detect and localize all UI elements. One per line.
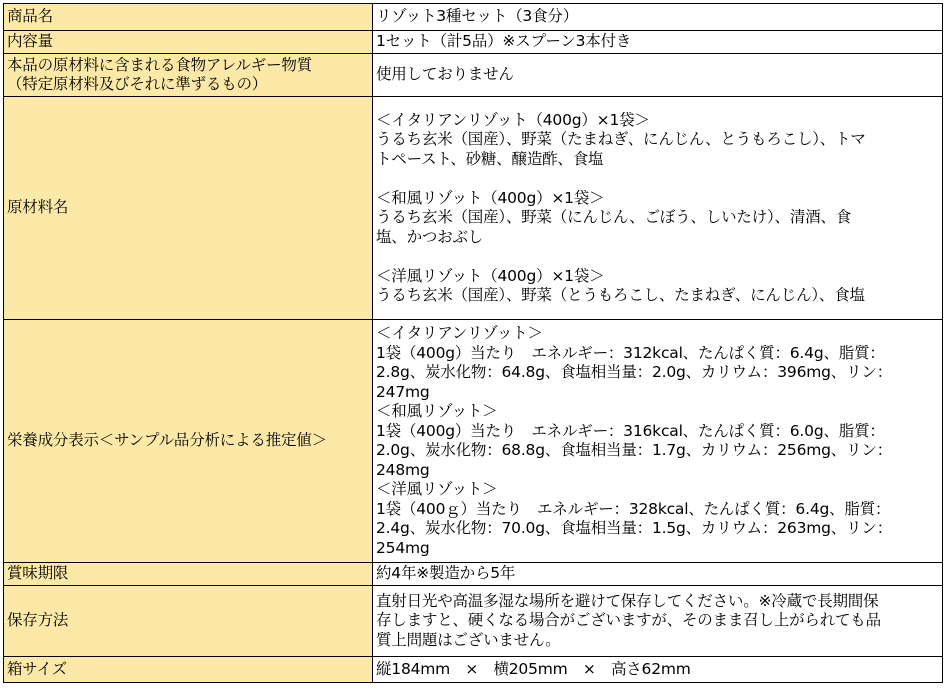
cell-label-best-before	[4, 563, 373, 586]
product-spec-table	[3, 3, 943, 683]
label-text: 内容量	[7, 32, 53, 51]
row-best-before	[4, 563, 943, 586]
cell-value-nutrition	[373, 320, 943, 563]
cell-value-ingredients	[373, 97, 943, 320]
value-line: ＜洋風リゾット＞	[376, 480, 498, 498]
value-line: 塩、かつおぶし	[376, 227, 484, 246]
label-text: 箱サイズ	[7, 659, 67, 678]
value-text: 約4年※製造から5年	[376, 564, 516, 583]
blank-line	[376, 169, 939, 189]
value-line: ＜イタリアンリゾット（400g）×1袋＞	[376, 110, 650, 129]
row-allergens	[4, 54, 943, 97]
label-text: 本品の原材料に含まれる食物アレルギー物質	[7, 55, 312, 74]
row-box-size	[4, 657, 943, 683]
cell-label-product-name	[4, 4, 373, 31]
row-content-amount	[4, 31, 943, 54]
value-line: ＜和風リゾット（400g）×1袋＞	[376, 188, 605, 207]
cell-label-storage	[4, 586, 373, 657]
cell-value-content-amount	[373, 31, 943, 54]
value-line: 直射日光や高温多湿な場所を避けて保存してください。※冷蔵で長期間保	[376, 591, 879, 610]
row-ingredients	[4, 97, 943, 320]
label-text: 保存方法	[7, 611, 69, 630]
cell-label-content-amount	[4, 31, 373, 54]
cell-value-storage	[373, 586, 943, 657]
row-nutrition	[4, 320, 943, 563]
value-text: 使用しておりません	[376, 65, 514, 84]
label-text: 商品名	[7, 7, 53, 26]
cell-value-allergens	[373, 54, 943, 97]
value-line: 254mg	[376, 538, 430, 557]
row-storage	[4, 586, 943, 657]
value-text: リゾット3種セット（3食分）	[376, 7, 578, 26]
value-line: うるち玄米（国産）、野菜（にんじん、ごぼう、しいたけ）、清酒、食	[376, 208, 852, 226]
cell-label-allergens	[4, 54, 373, 97]
value-line: 1袋（400ｇ）当たり エネルギー：328kcal、たんぱく質：6.4g、脂質：	[376, 499, 891, 518]
label-text: 栄養成分表示＜サンプル品分析による推定値＞	[7, 431, 327, 450]
value-line: 1袋（400g）当たり エネルギー：316kcal、たんぱく質：6.0g、脂質：	[376, 421, 885, 440]
value-line: うるち玄米（国産）、野菜（たまねぎ、にんじん、とうもろこし）、トマ	[376, 130, 866, 148]
value-text: 縦184mm × 横205mm × 高さ62mm	[376, 659, 691, 678]
value-line: 2.0g、炭水化物：68.8g、食塩相当量：1.7g、カリウム：256mg、リン：	[376, 441, 892, 459]
value-line: 247mg	[376, 382, 430, 401]
cell-value-best-before	[373, 563, 943, 586]
value-line: 1袋（400g）当たり エネルギー：312kcal、たんぱく質：6.4g、脂質：	[376, 343, 885, 362]
value-line: 2.8g、炭水化物：64.8g、食塩相当量：2.0g、カリウム：396mg、リン：	[376, 363, 892, 381]
value-line: 質上問題はございません。	[376, 630, 561, 649]
value-line: トペースト、砂糖、醸造酢、食塩	[376, 149, 604, 168]
cell-label-nutrition	[4, 320, 373, 563]
value-text: 1セット（計5品）※スプーン3本付き	[376, 32, 632, 51]
value-line: 2.4g、炭水化物：70.0g、食塩相当量：1.5g、カリウム：263mg、リン：	[376, 519, 892, 537]
cell-label-box-size	[4, 657, 373, 683]
blank-line	[376, 247, 939, 267]
value-line: ＜洋風リゾット（400g）×1袋＞	[376, 266, 605, 285]
value-line: 248mg	[376, 460, 430, 479]
value-line: ＜和風リゾット＞	[376, 402, 498, 420]
cell-value-product-name	[373, 4, 943, 31]
label-text: （特定原材料及びそれに準ずるもの）	[7, 75, 268, 93]
label-text: 賞味期限	[7, 564, 69, 583]
value-line: 存しますと、硬くなる場合がございますが、そのまま召し上がられても品	[376, 611, 881, 630]
cell-value-box-size	[373, 657, 943, 683]
label-text: 原材料名	[7, 198, 69, 217]
value-line: ＜イタリアンリゾット＞	[376, 324, 543, 342]
value-line: うるち玄米（国産）、野菜（とうもろこし、たまねぎ、にんじん）、食塩	[376, 286, 865, 304]
cell-label-ingredients	[4, 97, 373, 320]
row-product-name	[4, 4, 943, 31]
